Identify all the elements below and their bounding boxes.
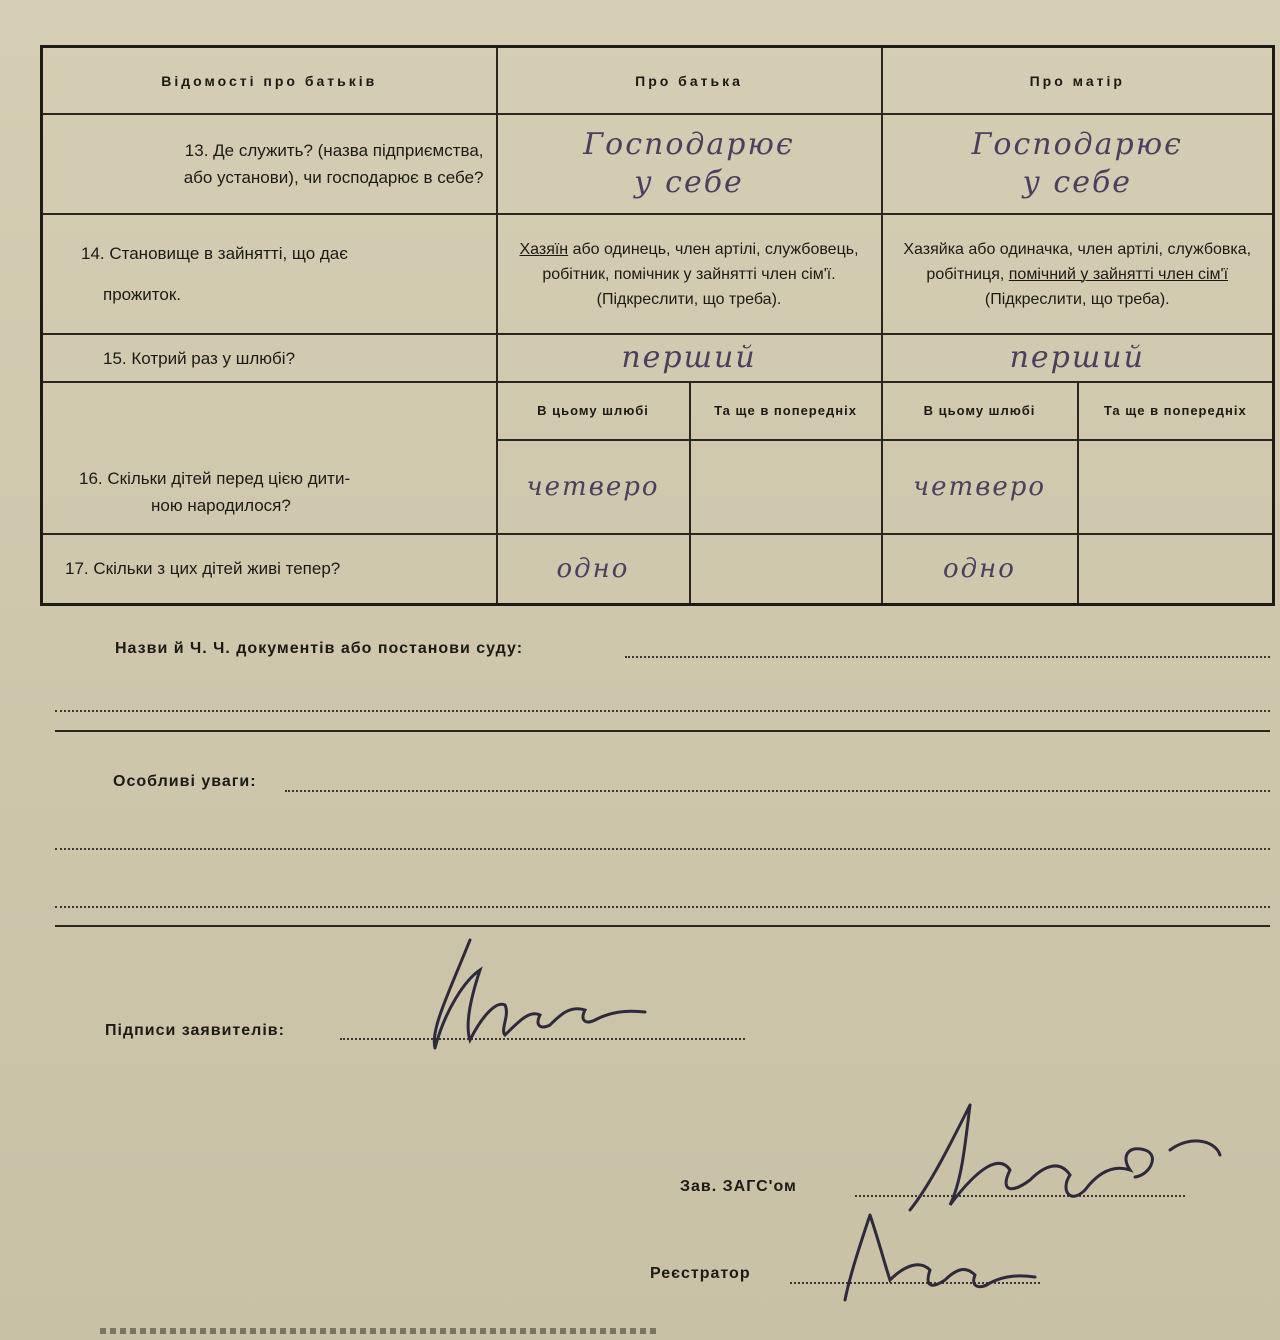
q17-mother-previous bbox=[1078, 534, 1274, 604]
q14-father-options bbox=[497, 214, 882, 334]
question-14 bbox=[42, 214, 497, 334]
section-divider-2 bbox=[55, 925, 1270, 927]
q13-mother-line1: Господарює bbox=[971, 127, 1183, 162]
q16-mother-sub-current: В цьому шлюбі bbox=[882, 382, 1078, 440]
q16-father-previous bbox=[690, 440, 882, 534]
q14-mother-options-text: Хазяйка або одиначка, член артілі, службовка, робітниця, bbox=[903, 240, 1252, 283]
header-father: Про батька bbox=[497, 47, 882, 115]
q13-mother-answer bbox=[882, 114, 1274, 214]
documents-field-line-1 bbox=[625, 656, 1270, 658]
q17-mother-current-value: одно bbox=[943, 553, 1016, 584]
q16-father-current bbox=[497, 440, 690, 534]
question-16 bbox=[42, 382, 497, 534]
remarks-label: Особливі уваги: bbox=[113, 773, 257, 790]
question-13-line2: або установи), чи господарює в себе? bbox=[183, 168, 484, 187]
q14-mother-underlined: помічний у зайнятті член сім'ї bbox=[1008, 265, 1229, 283]
remarks-field-line-3 bbox=[55, 906, 1270, 908]
q16-mother-sub-previous: Та ще в попередніх bbox=[1078, 382, 1274, 440]
question-15: 15. Котрий раз у шлюбі? bbox=[42, 334, 497, 382]
documents-field-line-2 bbox=[55, 710, 1270, 712]
header-parents-info: Відомості про батьків bbox=[42, 47, 497, 115]
q14-father-options-text: або одинець, член артілі, службовець, робітник, помічник у зайнятті член сім'ї. bbox=[542, 240, 859, 283]
registrar-label: Реєстратор bbox=[650, 1265, 751, 1282]
applicant-signature bbox=[410, 930, 660, 1055]
question-17: 17. Скільки з цих дітей живі тепер? bbox=[42, 534, 497, 604]
q15-father-value: перший bbox=[621, 340, 757, 375]
section-divider-1 bbox=[55, 730, 1270, 732]
header-mother: Про матір bbox=[882, 47, 1274, 115]
q17-father-current bbox=[497, 534, 690, 604]
q16-mother-previous bbox=[1078, 440, 1274, 534]
q17-father-current-value: одно bbox=[556, 553, 630, 584]
question-16-line2: ною народилося? bbox=[151, 496, 291, 515]
applicants-signature-label: Підписи заявителів: bbox=[105, 1022, 285, 1039]
q13-mother-line2: у себе bbox=[1022, 165, 1133, 200]
head-label: Зав. ЗАГС'ом bbox=[680, 1178, 797, 1195]
q14-mother-note: (Підкреслити, що треба). bbox=[984, 290, 1170, 308]
question-16-line1: 16. Скільки дітей перед цією дити- bbox=[79, 469, 351, 488]
q16-father-current-value: четверо bbox=[526, 472, 660, 502]
question-13-line1: 13. Де служить? (назва підприємства, bbox=[184, 141, 484, 160]
q16-mother-current-value: четверо bbox=[912, 472, 1047, 502]
question-14-line1: 14. Становище в зайнятті, що дає bbox=[81, 244, 348, 263]
registrar-signature bbox=[830, 1205, 1050, 1315]
remarks-field-line-2 bbox=[55, 848, 1270, 850]
q15-mother-value: перший bbox=[1009, 340, 1145, 375]
q15-father-answer bbox=[497, 334, 882, 382]
parents-info-table bbox=[40, 45, 1275, 606]
q13-father-answer bbox=[497, 114, 882, 214]
remarks-field-line-1 bbox=[285, 790, 1270, 792]
q13-father-line1: Господарює bbox=[583, 127, 795, 162]
q16-father-sub-current: В цьому шлюбі bbox=[497, 382, 690, 440]
q17-mother-current bbox=[882, 534, 1078, 604]
documents-label: Назви й Ч. Ч. документів або постанови суду: bbox=[115, 640, 524, 657]
bottom-print-edge bbox=[100, 1328, 660, 1334]
q14-mother-options bbox=[882, 214, 1274, 334]
q14-father-underlined: Хазяїн bbox=[519, 240, 569, 258]
q15-mother-answer bbox=[882, 334, 1274, 382]
q16-mother-current bbox=[882, 440, 1078, 534]
question-13 bbox=[42, 114, 497, 214]
question-14-line2: прожиток. bbox=[103, 285, 182, 304]
q13-father-line2: у себе bbox=[634, 165, 744, 200]
q16-father-sub-previous: Та ще в попередніх bbox=[690, 382, 882, 440]
q17-father-previous bbox=[690, 534, 882, 604]
q14-father-note: (Підкреслити, що треба). bbox=[596, 290, 782, 308]
